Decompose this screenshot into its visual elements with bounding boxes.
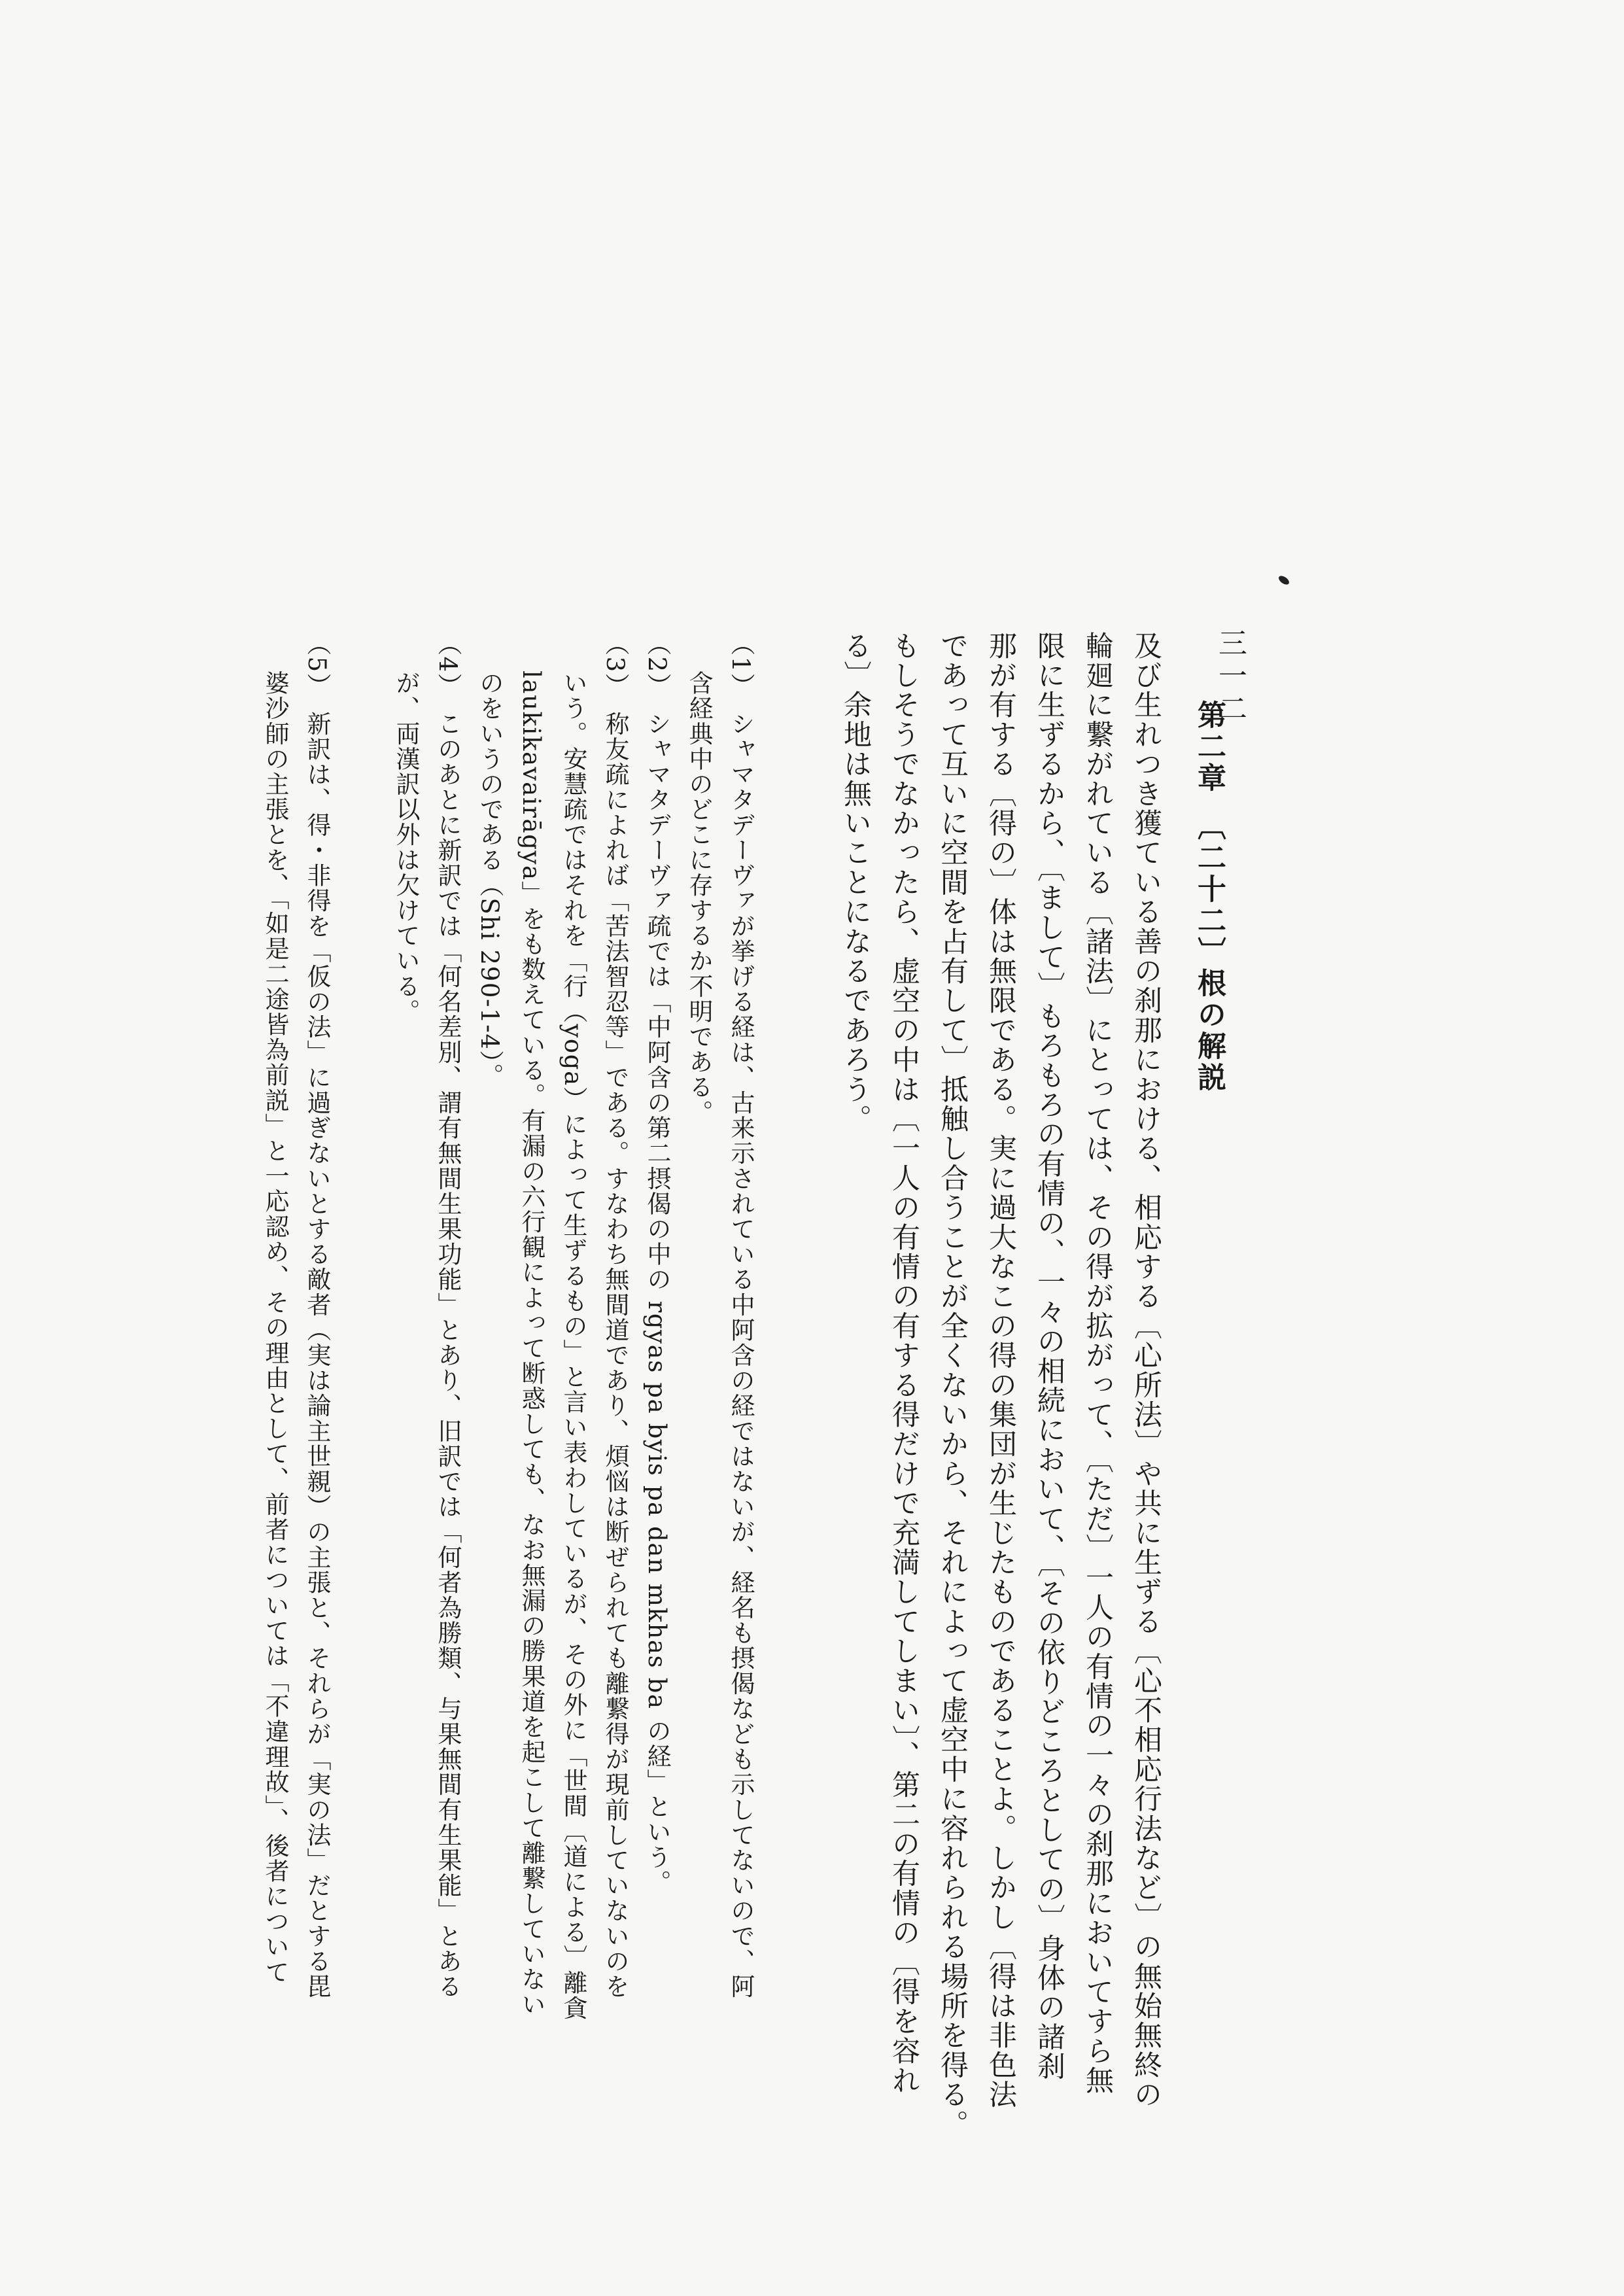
note-5-cont: 婆沙師の主張とを、「如是二途皆為前説」と一応認め、その理由として、前者については「不違理故」、後者について [261, 670, 289, 1985]
note-3: （3） 称友疏によれば「苦法智忍等」である。すなわち無間道であり、煩悩は断ぜられても離繋得が現前していないのを [601, 631, 629, 2000]
ink-speck [1277, 574, 1290, 587]
body-line-3: 限に生ずるから、〔まして〕もろもろの有情の、一々の相続において、〔その依りどころとしての〕身体の諸刹 [1033, 631, 1065, 2081]
body-line-4: 那が有する〔得の〕体は無限である。実に過大なこの得の集団が生じたものであることよ。しかし〔得は非色法 [984, 631, 1017, 2110]
note-5: （5） 新訳は、得・非得を「仮の法」に過ぎないとする敵者（実は論主世親）の主張と、それらが「実の法」だとする毘 [303, 631, 331, 2000]
note-1-cont: 含経典中のどこに存するか不明である。 [685, 670, 713, 1125]
running-head: 第二章 〔二十二〕根の解説 [1192, 700, 1226, 1094]
note-3-cont-2: laukikavairāgya」をも数えている。有漏の六行観によって断惑しても、なお無漏の勝果道を起こして離繋していない [517, 670, 545, 2017]
note-4: （4） このあとに新訳では「何名差別、謂有無間生果功能」とあり、旧訳では「何者為勝類、与果無間有生果能」とある [434, 631, 462, 2000]
body-line-6: もしそうでなかったら、虚空の中は〔一人の有情の有する得だけで充満してしまい〕、第二の有情の〔得を容れ [888, 631, 920, 2096]
body-line-2: 輪廻に繋がれている〔諸法〕にとっては、その得が拡がって、〔ただ〕一人の有情の一々の刹那においてすら無 [1081, 631, 1114, 2096]
body-line-1: 及び生れつき獲ている善の刹那における、相応する〔心所法〕や共に生ずる〔心不相応行法など〕の無始無終の [1130, 631, 1162, 2110]
page-number: 三一二 [1213, 628, 1247, 726]
note-4-cont: が、両漢訳以外は欠けている。 [392, 670, 420, 1024]
note-3-cont-3: のをいうのである（Shi 290-1-4）。 [475, 670, 504, 1089]
note-2: （2） シャマタデーヴァ疏では「中阿含の第二摂偈の中の rgyas pa byis pa dan mkhas ba の経」という。 [643, 631, 671, 1896]
body-line-5: であって互いに空間を占有して〕抵触し合うことが全くないから、それによって虚空中に容れられる場所を得る。 [936, 631, 969, 2140]
note-3-cont: いう。安慧疏ではそれを「行（yoga）によって生ずるもの」と言い表わしているが、その外に「世間〔道による〕離貪 [559, 670, 587, 2021]
note-1: （1） シャマタデーヴァが挙げる経は、古来示されている中阿含の経ではないが、経名も摂偈なども示してないので、阿 [727, 631, 755, 2000]
body-line-7: る〕余地は無いことになるであろう。 [839, 631, 872, 1134]
